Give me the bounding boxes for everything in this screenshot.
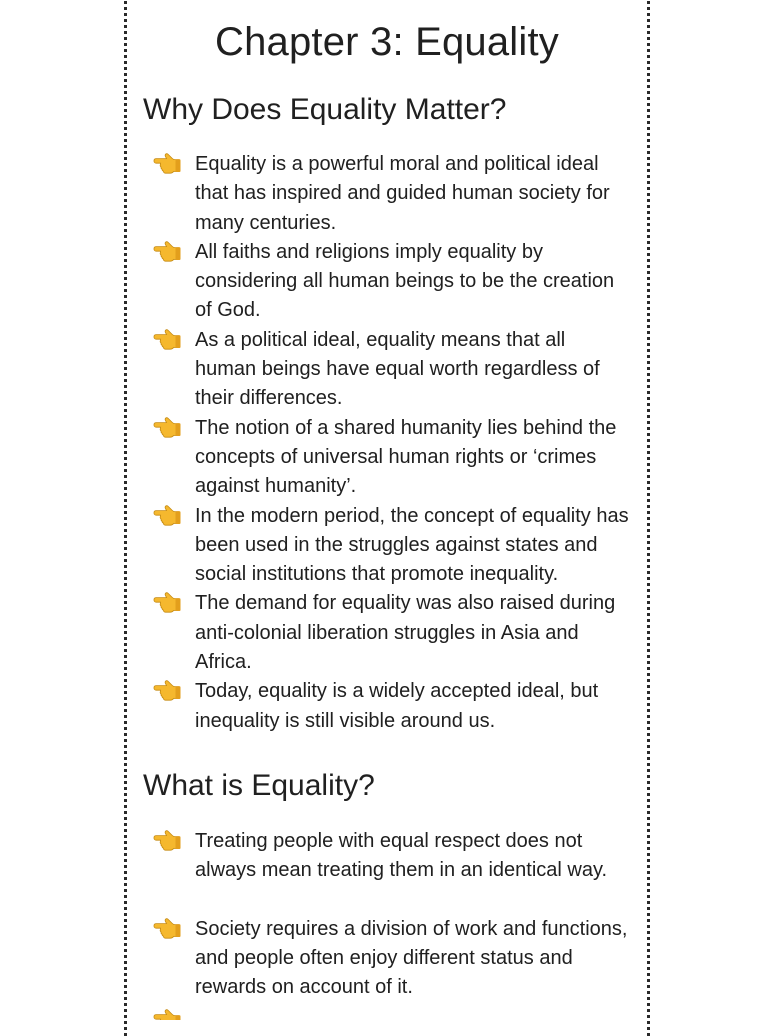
- pointing-hand-icon: [153, 1008, 181, 1020]
- section-heading-what-is-equality: What is Equality?: [143, 769, 375, 802]
- bullet-text: Treating people with equal respect does not always mean treating them in an identical way.: [195, 830, 608, 882]
- bullet-list-why-equality: [151, 150, 631, 736]
- list-item: [151, 589, 631, 677]
- bullet-text: As a political ideal, equality means that all human beings have equal worth regardless of their differences.: [195, 328, 600, 410]
- list-item: [151, 414, 631, 502]
- bullet-text: Society requires a division of work and functions, and people often enjoy different status and rewards on account of it.: [195, 917, 628, 999]
- list-item: [151, 326, 631, 414]
- page-title: Chapter 3: Equality: [215, 20, 559, 64]
- section-heading-why-equality: Why Does Equality Matter?: [143, 93, 507, 126]
- pointing-hand-icon: [153, 152, 181, 174]
- bullet-text: Equality is a powerful moral and political ideal that has inspired and guided human society for many centuries.: [195, 153, 610, 234]
- bullet-text: Today, equality is a widely accepted ideal, but inequality is still visible around us.: [195, 680, 599, 732]
- list-item: [151, 915, 631, 1003]
- list-item: [151, 150, 631, 238]
- bullet-text: All faiths and religions imply equality by considering all human beings to be the creation of God.: [195, 240, 615, 322]
- pointing-hand-icon: [153, 504, 181, 526]
- pointing-hand-icon: [153, 240, 181, 262]
- list-item: [151, 238, 631, 326]
- pointing-hand-icon: [153, 591, 181, 613]
- bullet-text: In the modern period, the concept of equality has been used in the struggles against states and social institutions that promote inequality.: [195, 504, 629, 586]
- pointing-hand-icon: [153, 328, 181, 350]
- document-page: [124, 0, 650, 1036]
- bullet-list-what-is-equality: [151, 827, 631, 1002]
- bullet-text: The demand for equality was also raised during anti-colonial liberation struggles in Asia and Africa.: [195, 592, 616, 674]
- pointing-hand-icon: [153, 829, 181, 851]
- list-item: [151, 677, 631, 736]
- bullet-text: The notion of a shared humanity lies behind the concepts of universal human rights or ‘crimes against humanity’.: [195, 416, 617, 498]
- pointing-hand-icon: [153, 416, 181, 438]
- list-spacer: [151, 886, 631, 915]
- pointing-hand-icon: [153, 917, 181, 939]
- list-item: [151, 827, 631, 886]
- cut-off-next-item: [151, 1006, 631, 1020]
- list-item: [151, 502, 631, 590]
- pointing-hand-icon: [153, 679, 181, 701]
